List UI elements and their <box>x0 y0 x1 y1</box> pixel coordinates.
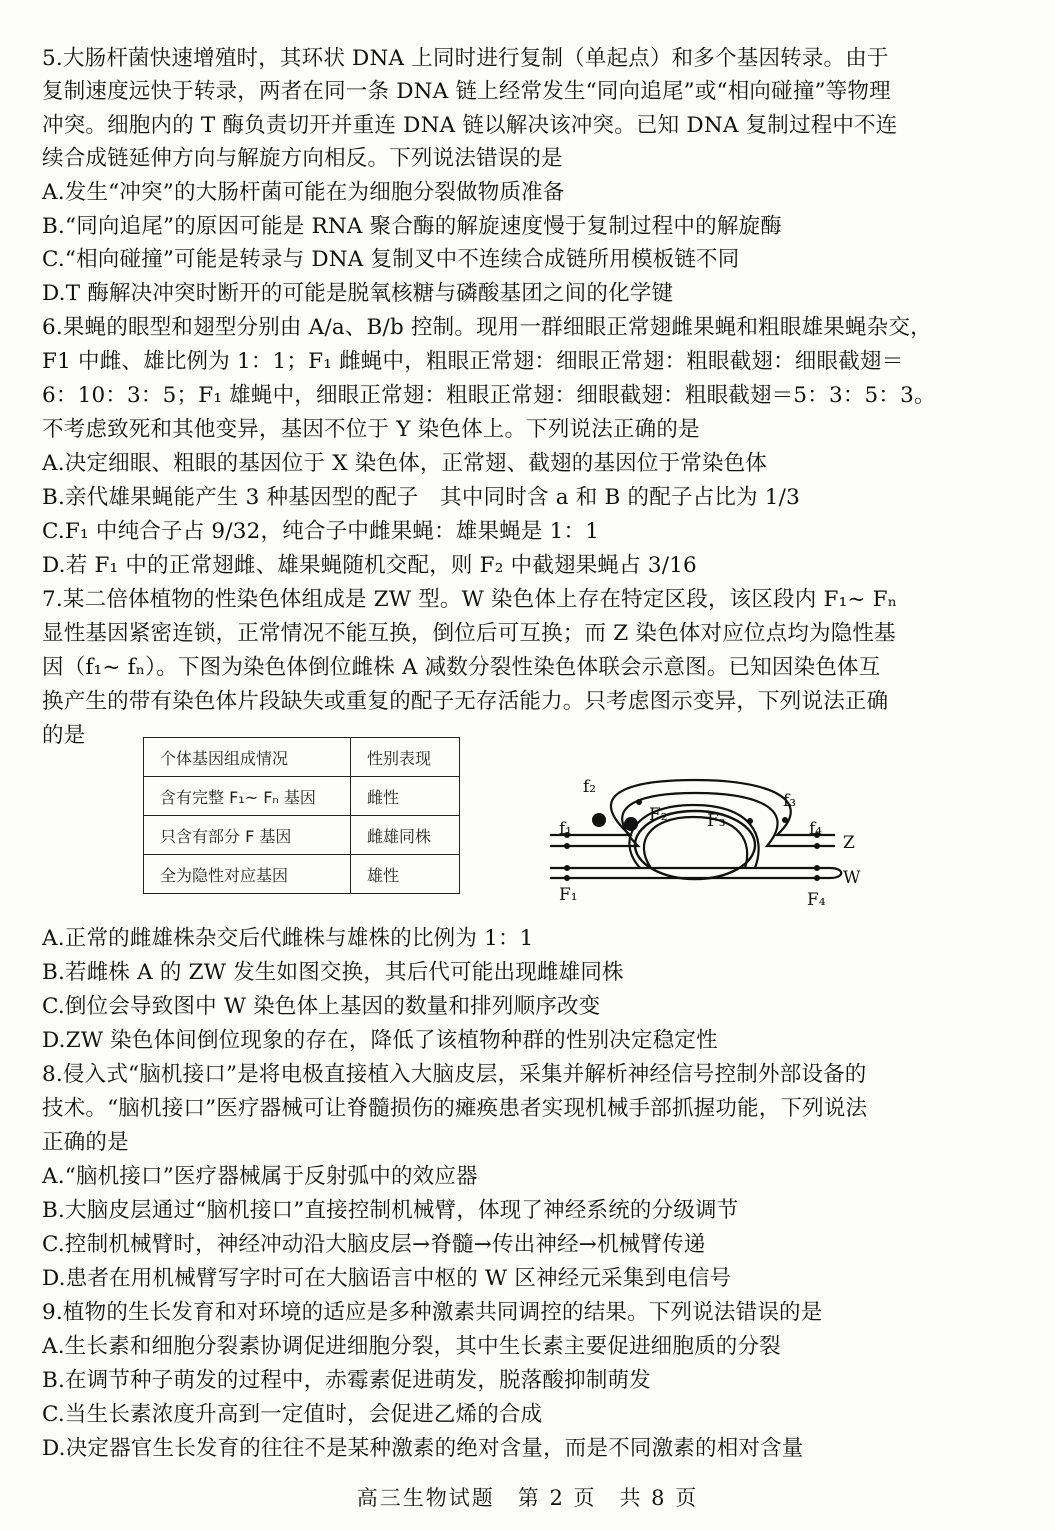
page-footer: 高三生物试题 第 2 页 共 8 页 <box>356 1486 699 1510</box>
q5-option-a: A.发生“冲突”的大肠杆菌可能在为细胞分裂做物质准备 <box>42 180 565 205</box>
q5-stem-line: 5.大肠杆菌快速增殖时，其环状 DNA 上同时进行复制（单起点）和多个基因转录。由于 <box>42 46 889 71</box>
label-F3: F₃ <box>707 811 726 831</box>
q6-stem-line: 不考虑致死和其他变异，基因不位于 Y 染色体上。下列说法正确的是 <box>42 417 700 442</box>
label-W: W <box>843 868 861 888</box>
q5-option-c: C.“相向碰撞”可能是转录与 DNA 复制叉中不连续合成链所用模板链不同 <box>42 247 740 272</box>
table-row <box>144 816 460 855</box>
q5-stem-line: 冲突。细胞内的 T 酶负责切开并重连 DNA 链以解决该冲突。已知 DNA 复制过程中不连 <box>42 113 898 138</box>
q9-option-d: D.决定器官生长发育的往往不是某种激素的绝对含量，而是不同激素的相对含量 <box>42 1436 804 1461</box>
q9-option-b: B.在调节种子萌发的过程中，赤霉素促进萌发，脱落酸抑制萌发 <box>42 1368 651 1393</box>
q8-option-b: B.大脑皮层通过“脑机接口”直接控制机械臂，体现了神经系统的分级调节 <box>42 1198 739 1223</box>
table-cell: 雌雄同株 <box>351 816 460 855</box>
q7-stem-line: 换产生的带有染色体片段缺失或重复的配子无存活能力。只考虑图示变异，下列说法正确 <box>42 689 889 714</box>
q5-option-b: B.“同向追尾”的原因可能是 RNA 聚合酶的解旋速度慢于复制过程中的解旋酶 <box>42 214 782 239</box>
table-row <box>144 777 460 816</box>
table-cell: 只含有部分 F 基因 <box>144 816 351 855</box>
q6-stem-line: 6.果蝇的眼型和翅型分别由 A/a、B/b 控制。现用一群细眼正常翅雌果蝇和粗眼雄果蝇杂交， <box>42 315 932 340</box>
table-header-cell: 个体基因组成情况 <box>144 738 351 777</box>
q9-stem-line: 9.植物的生长发育和对环境的适应是多种激素共同调控的结果。下列说法错误的是 <box>42 1300 823 1325</box>
q7-stem-line: 7.某二倍体植物的性染色体组成是 ZW 型。W 染色体上存在特定区段，该区段内 F₁~ Fₙ <box>42 587 898 612</box>
label-f1: f₁ <box>559 819 573 839</box>
q7-option-a: A.正常的雌雄株杂交后代雌株与雄株的比例为 1：1 <box>42 926 534 951</box>
q9-option-a: A.生长素和细胞分裂素协调促进细胞分裂，其中生长素主要促进细胞质的分裂 <box>42 1334 781 1359</box>
chromosome-synapsis-diagram <box>545 760 875 910</box>
label-F4: F₄ <box>807 890 826 910</box>
label-F2: F₂ <box>649 805 668 825</box>
label-f2: f₂ <box>583 777 597 797</box>
q5-option-d: D.T 酶解决冲突时断开的可能是脱氧核糖与磷酸基团之间的化学键 <box>42 281 674 306</box>
table-header-cell: 性别表现 <box>351 738 460 777</box>
q8-stem-line: 技术。“脑机接口”医疗器械可让脊髓损伤的瘫痪患者实现机械手部抓握功能，下列说法 <box>42 1096 868 1121</box>
q7-stem-line: 因（f₁~ fₙ）。下图为染色体倒位雌株 A 减数分裂性染色体联会示意图。已知因染色体互 <box>42 655 881 680</box>
table-row <box>144 855 460 894</box>
q6-stem-line: F1 中雌、雄比例为 1：1；F₁ 雌蝇中，粗眼正常翅：细眼正常翅：粗眼截翅：细眼截翅＝ <box>42 349 904 374</box>
q6-option-b: B.亲代雄果蝇能产生 3 种基因型的配子 其中同时含 a 和 B 的配子占比为 1/3 <box>42 485 800 510</box>
q6-option-a: A.决定细眼、粗眼的基因位于 X 染色体，正常翅、截翅的基因位于常染色体 <box>42 451 768 476</box>
q8-stem-line: 正确的是 <box>42 1130 129 1155</box>
q6-stem-line: 6：10：3：5；F₁ 雄蝇中，细眼正常翅：粗眼正常翅：细眼截翅：粗眼截翅＝5：3：5：3。 <box>42 383 936 408</box>
table-cell: 雄性 <box>351 855 460 894</box>
q7-stem-line: 的是 <box>42 723 86 748</box>
table-row <box>144 738 460 777</box>
q6-option-c: C.F₁ 中纯合子占 9/32，纯合子中雌果蝇：雄果蝇是 1：1 <box>42 519 600 544</box>
sex-expression-table <box>143 737 460 894</box>
q5-stem-line: 复制速度远快于转录，两者在同一条 DNA 链上经常发生“同向追尾”或“相向碰撞”等物理 <box>42 79 891 104</box>
q7-option-c: C.倒位会导致图中 W 染色体上基因的数量和排列顺序改变 <box>42 994 601 1019</box>
q8-option-d: D.患者在用机械臂写字时可在大脑语言中枢的 W 区神经元采集到电信号 <box>42 1266 732 1291</box>
q7-stem-line: 显性基因紧密连锁，正常情况不能互换，倒位后可互换；而 Z 染色体对应位点均为隐性基 <box>42 621 896 646</box>
q5-stem-line: 续合成链延伸方向与解旋方向相反。下列说法错误的是 <box>42 146 563 171</box>
label-f4: f₄ <box>809 819 823 839</box>
label-F1: F₁ <box>559 885 578 905</box>
table-cell: 全为隐性对应基因 <box>144 855 351 894</box>
label-Z: Z <box>843 833 855 853</box>
q6-option-d: D.若 F₁ 中的正常翅雌、雄果蝇随机交配，则 F₂ 中截翅果蝇占 3/16 <box>42 553 697 578</box>
label-f3: f₃ <box>783 791 797 811</box>
q7-option-b: B.若雌株 A 的 ZW 发生如图交换，其后代可能出现雌雄同株 <box>42 960 624 985</box>
q8-option-a: A.“脑机接口”医疗器械属于反射弧中的效应器 <box>42 1164 478 1189</box>
table-cell: 含有完整 F₁~ Fₙ 基因 <box>144 777 351 816</box>
q8-option-c: C.控制机械臂时，神经冲动沿大脑皮层→脊髓→传出神经→机械臂传递 <box>42 1232 706 1257</box>
table-cell: 雌性 <box>351 777 460 816</box>
q8-stem-line: 8.侵入式“脑机接口”是将电极直接植入大脑皮层，采集并解析神经信号控制外部设备的 <box>42 1062 867 1087</box>
q7-option-d: D.ZW 染色体间倒位现象的存在，降低了该植物种群的性别决定稳定性 <box>42 1028 718 1053</box>
q9-option-c: C.当生长素浓度升高到一定值时，会促进乙烯的合成 <box>42 1402 543 1427</box>
